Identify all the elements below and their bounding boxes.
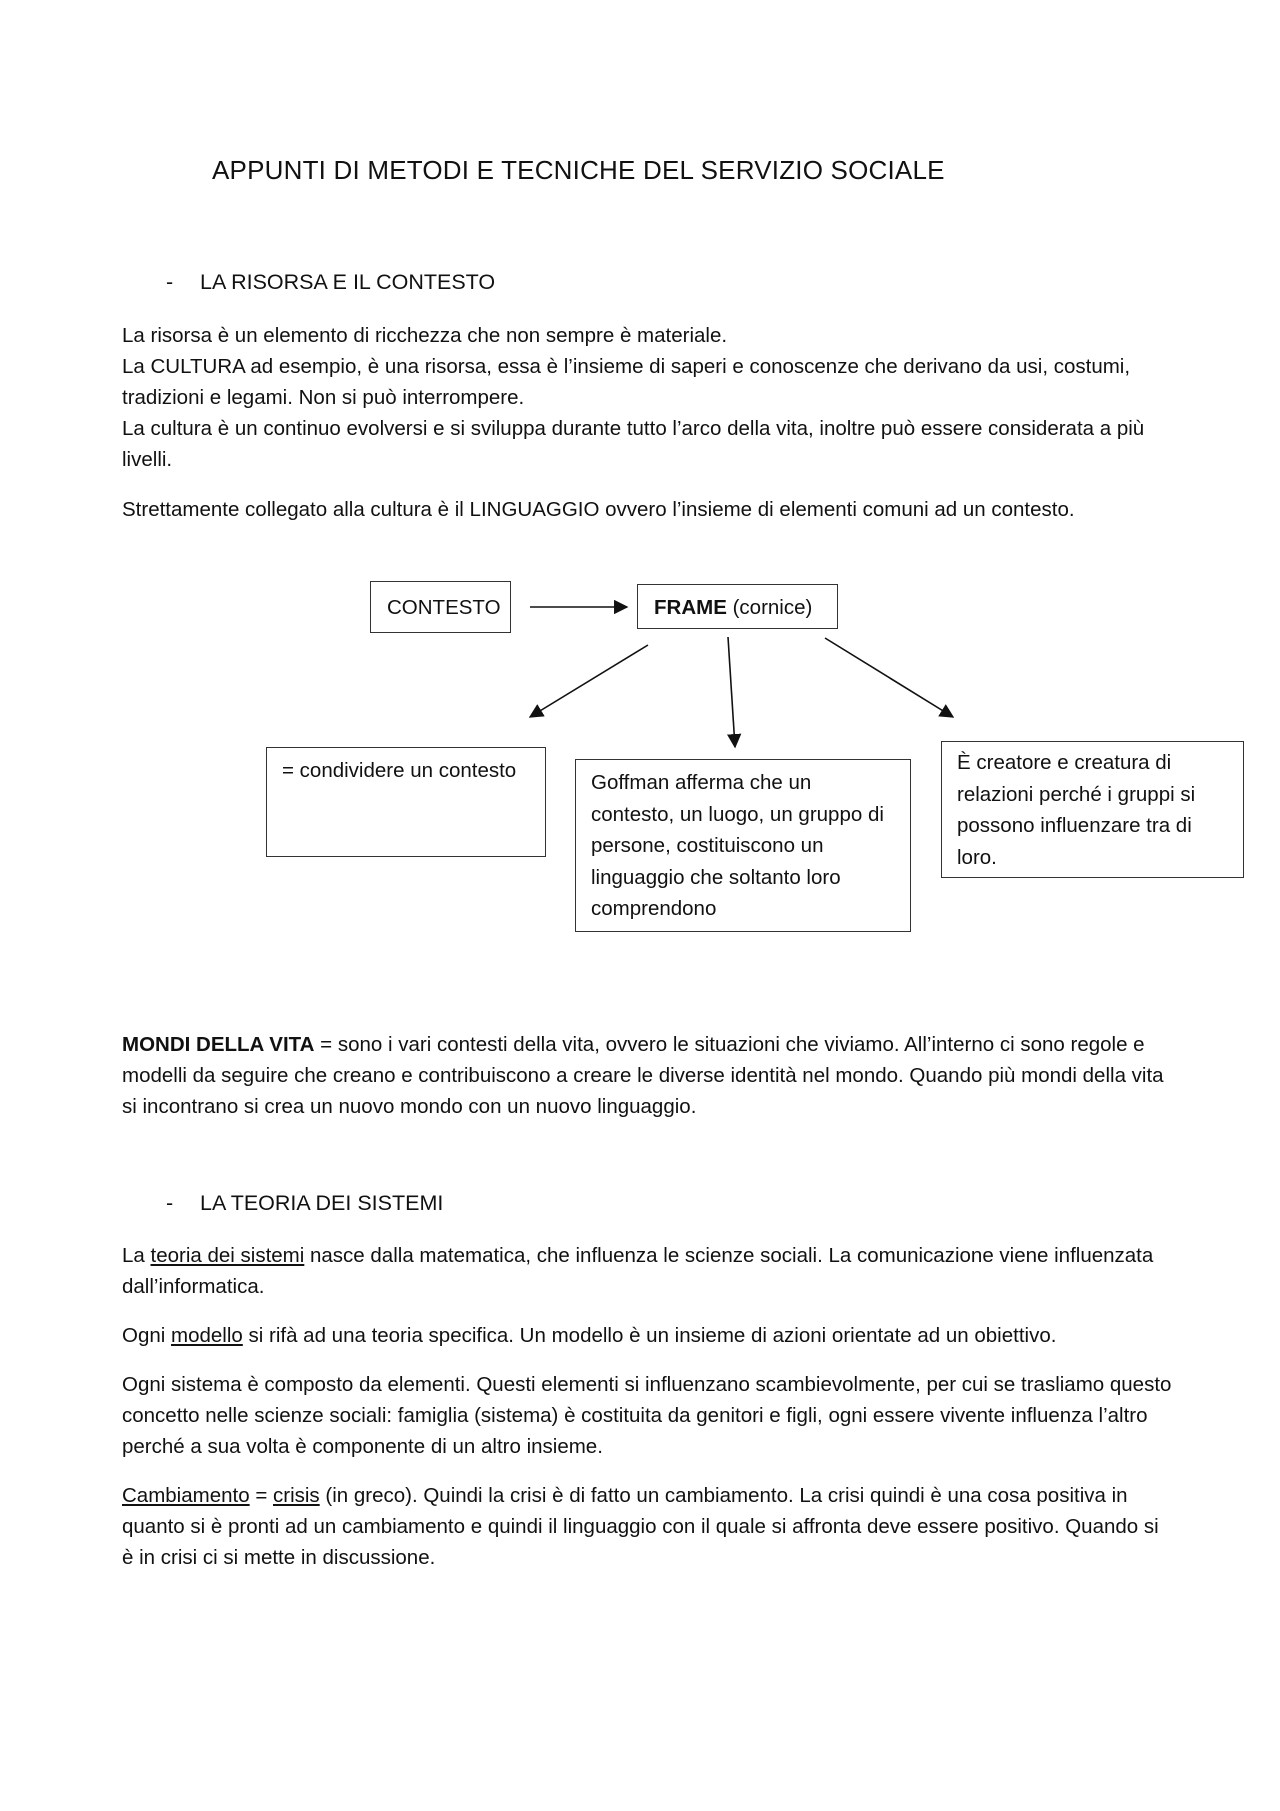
teoria-post: nasce dalla matematica, che influenza le scienze sociali. La comunicazione viene influenzata dall’informatica. xyxy=(122,1244,1154,1298)
paragraph-risorsa xyxy=(122,320,1172,475)
teoria-underlined: teoria dei sistemi xyxy=(150,1244,305,1267)
crisis-underlined: crisis xyxy=(273,1484,320,1507)
goffman-box xyxy=(575,759,911,932)
contesto-label: CONTESTO xyxy=(387,596,501,619)
teoria-text xyxy=(122,1240,1172,1302)
condividere-text: = condividere un contesto xyxy=(282,759,517,782)
mondi-bold: MONDI DELLA VITA xyxy=(122,1033,315,1056)
paragraph-linguaggio xyxy=(122,494,1172,525)
cambiamento-text xyxy=(122,1480,1172,1573)
creatore-text: È creatore e creatura di relazioni perché i gruppi si possono influenzare tra di loro. xyxy=(957,751,1196,869)
heading-dash: - xyxy=(166,1191,174,1215)
frame-label-rest: (cornice) xyxy=(726,596,813,619)
cultura-evolve-line: La cultura è un continuo evolversi e si sviluppa durante tutto l’arco della vita, inoltre può essere considerata a più livelli. xyxy=(122,417,1145,471)
section-heading-sistemi xyxy=(166,1191,443,1216)
linguaggio-text: Strettamente collegato alla cultura è il LINGUAGGIO ovvero l’insieme di elementi comuni ad un contesto. xyxy=(122,498,1075,521)
mondi-body: = sono i vari contesti della vita, ovvero le situazioni che viviamo. All’interno ci sono regole e modelli da seguire che creano e contribuiscono a creare le diverse identità nel mondo. Quando più mondi della vita si incontrano si crea un nuovo mondo con un nuovo linguaggio. xyxy=(122,1033,1164,1118)
contesto-box xyxy=(370,581,511,633)
teoria-pre: La xyxy=(122,1244,151,1267)
document-title: APPUNTI DI METODI E TECNICHE DEL SERVIZIO SOCIALE xyxy=(212,155,945,185)
heading-text: LA RISORSA E IL CONTESTO xyxy=(200,270,496,294)
arrow-frame-to-right xyxy=(825,638,953,717)
section-heading-risorsa xyxy=(166,270,495,295)
paragraph-mondi xyxy=(122,1029,1172,1122)
heading-dash: - xyxy=(166,270,174,294)
heading-text: LA TEORIA DEI SISTEMI xyxy=(200,1191,444,1215)
cultura-line: La CULTURA ad esempio, è una risorsa, essa è l’insieme di saperi e conoscenze che derivano da usi, costumi, tradizioni e legami. Non si può interrompere. xyxy=(122,355,1131,409)
modello-underlined: modello xyxy=(171,1324,243,1347)
paragraph-teoria xyxy=(122,1240,1172,1302)
goffman-text: Goffman afferma che un contesto, un luogo, un gruppo di persone, costituiscono un linguaggio che soltanto loro comprendono xyxy=(591,771,884,920)
arrow-frame-to-left xyxy=(530,645,648,717)
risorsa-line: La risorsa è un elemento di ricchezza che non sempre è materiale. xyxy=(122,324,728,347)
creatore-box xyxy=(941,741,1244,878)
condividere-box xyxy=(266,747,546,857)
cambiamento-post: (in greco). Quindi la crisi è di fatto un cambiamento. La crisi quindi è una cosa positiva in quanto si è pronti ad un cambiamento e quindi il linguaggio con il quale si affronta deve essere positivo. Quando si è in crisi ci si mette in discussione. xyxy=(122,1484,1159,1569)
paragraph-modello xyxy=(122,1320,1172,1351)
arrow-frame-to-middle xyxy=(728,637,735,747)
sistema-text: Ogni sistema è composto da elementi. Questi elementi si influenzano scambievolmente, per cui se trasliamo questo concetto nelle scienze sociali: famiglia (sistema) è costituita da genitori e figli, ogni essere vivente influenza l’altro perché a sua volta è componente di un altro insieme. xyxy=(122,1373,1172,1458)
modello-post: si rifà ad una teoria specifica. Un modello è un insieme di azioni orientate ad un obiettivo. xyxy=(242,1324,1057,1347)
frame-box xyxy=(637,584,838,629)
cambiamento-underlined: Cambiamento xyxy=(122,1484,250,1507)
cambiamento-equals: = xyxy=(249,1484,273,1507)
paragraph-sistema xyxy=(122,1369,1172,1462)
paragraph-cambiamento xyxy=(122,1480,1172,1573)
modello-text xyxy=(122,1320,1172,1351)
frame-label-bold: FRAME xyxy=(654,596,727,619)
mondi-text xyxy=(122,1029,1172,1122)
modello-pre: Ogni xyxy=(122,1324,171,1347)
